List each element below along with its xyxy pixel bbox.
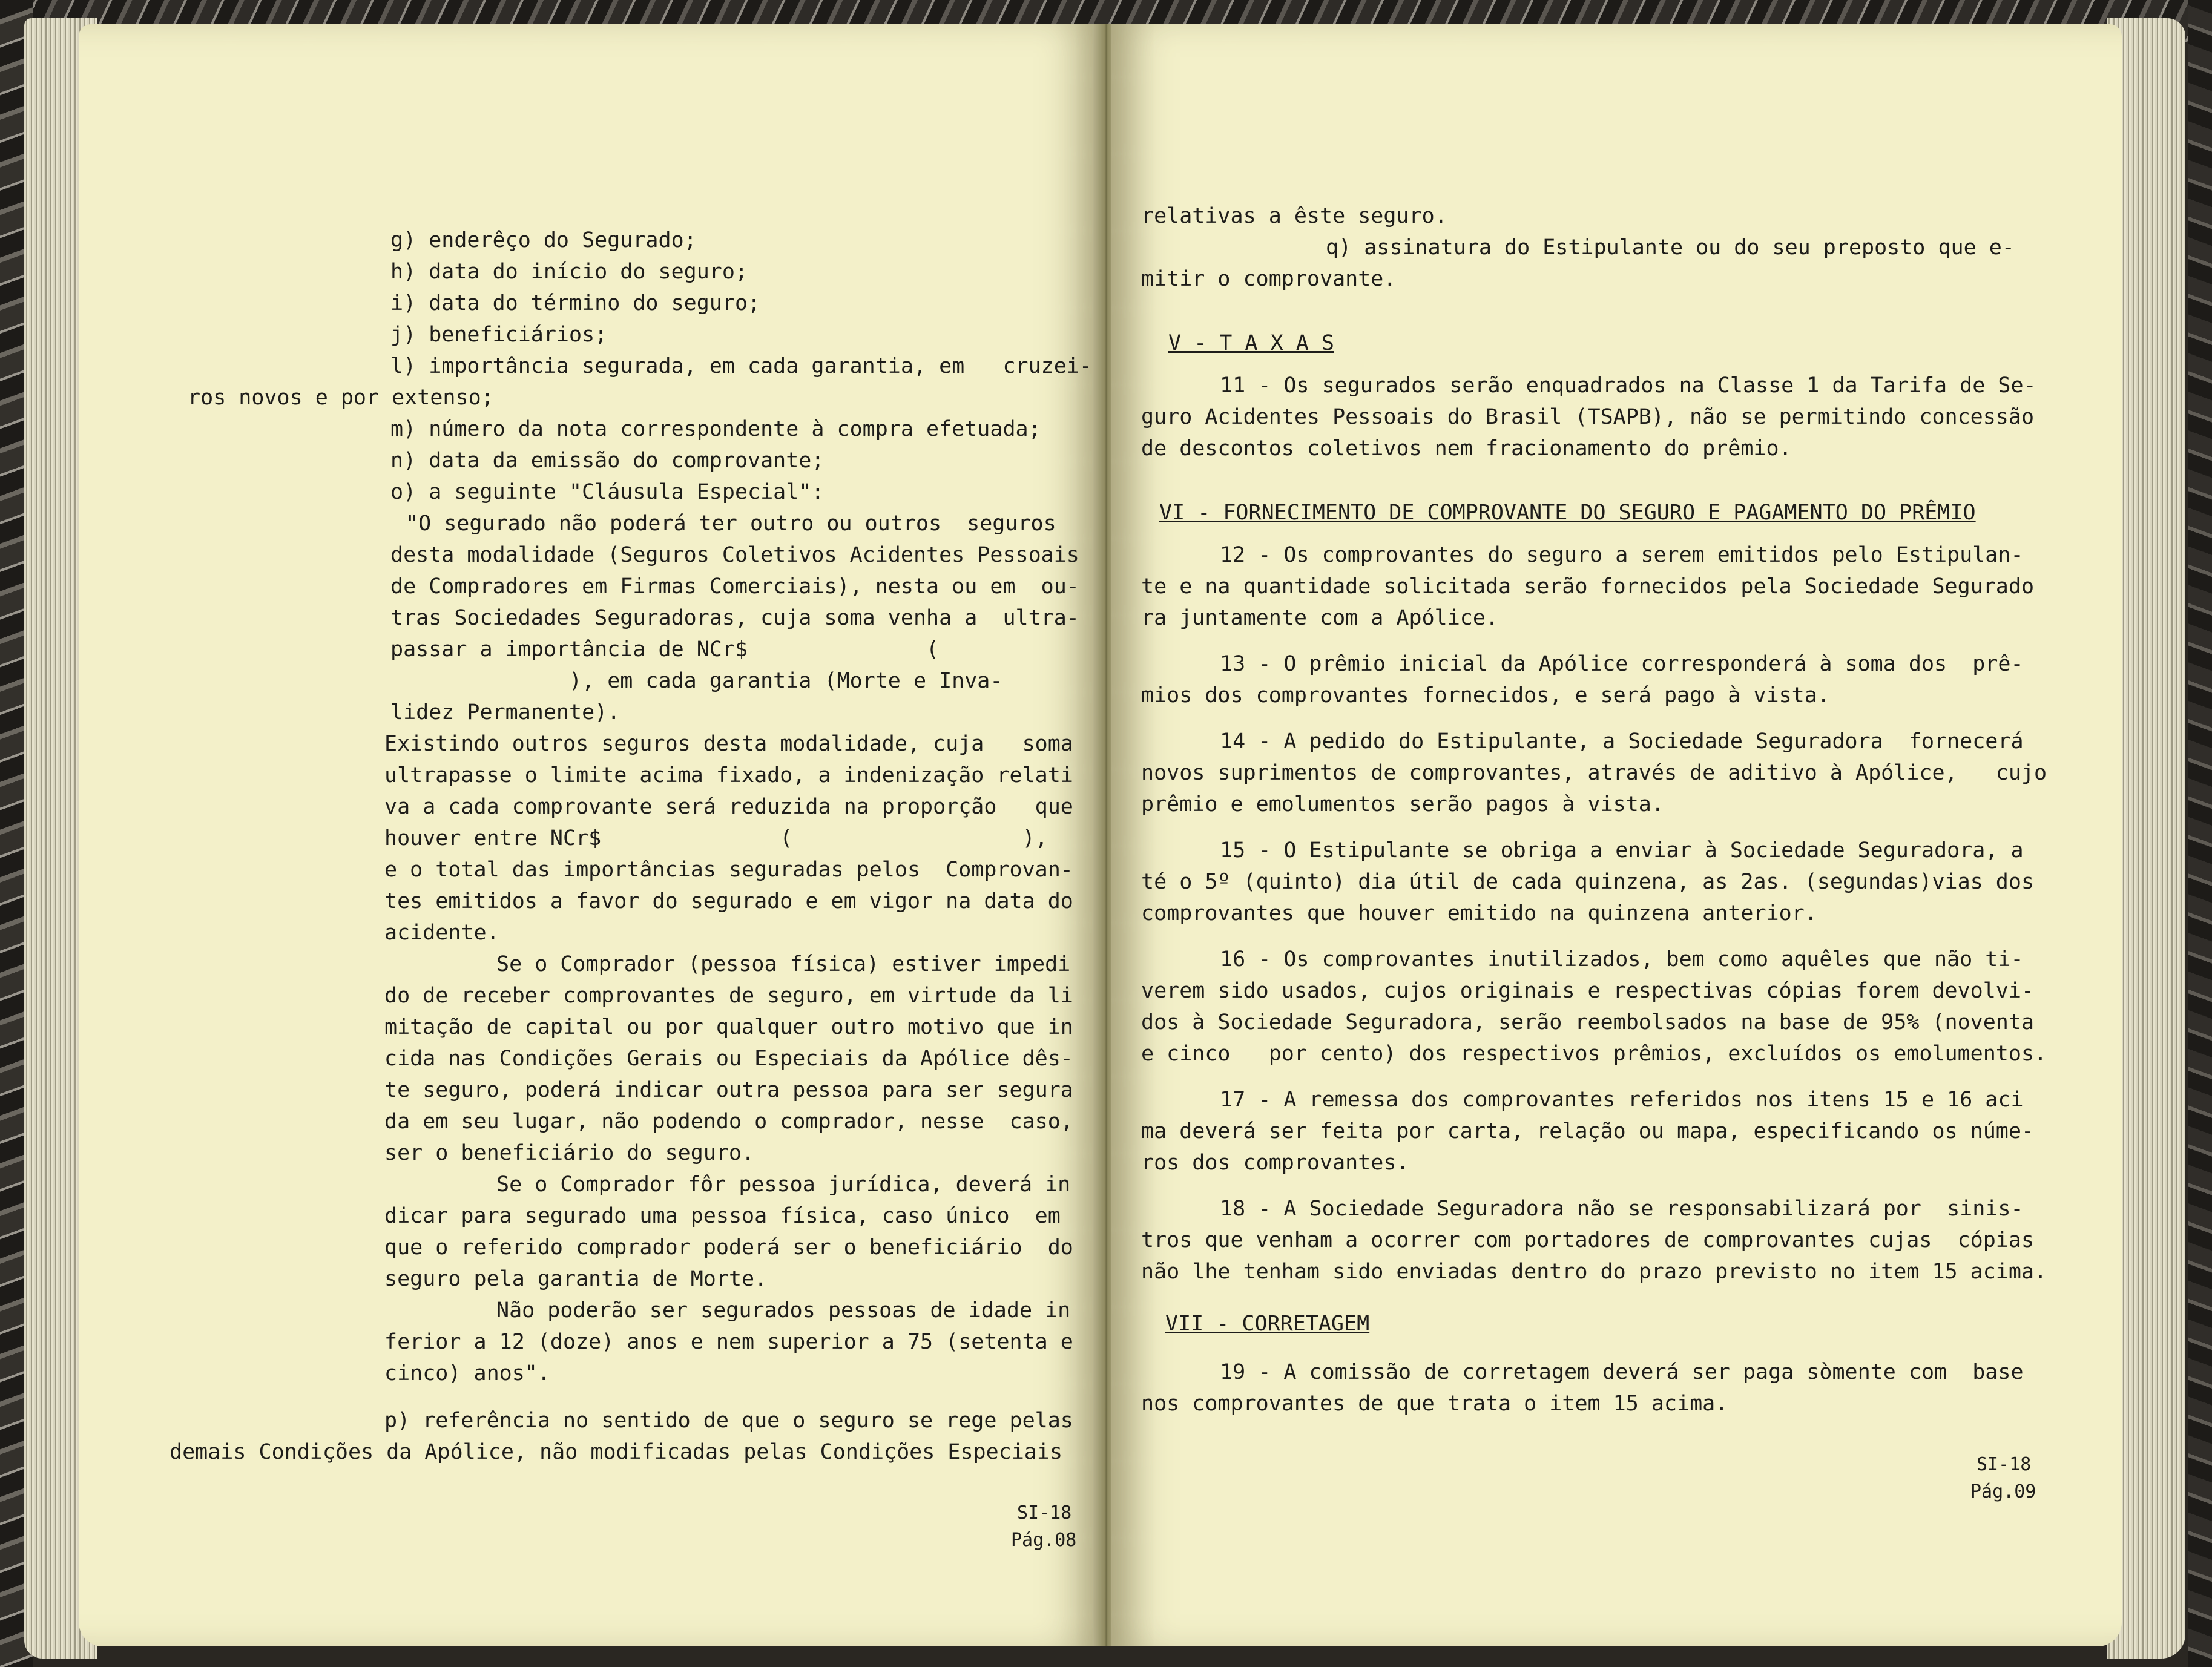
text-line: ros dos comprovantes. <box>1141 1151 1409 1175</box>
text-line: desta modalidade (Seguros Coletivos Acidentes Pessoais <box>390 543 1079 567</box>
text-line: te seguro, poderá indicar outra pessoa para ser segura <box>384 1078 1073 1102</box>
text-line: 12 - Os comprovantes do seguro a serem emitidos pelo Estipulan- <box>1220 543 2024 567</box>
text-line: va a cada comprovante será reduzida na proporção que <box>384 795 1073 819</box>
text-line: 17 - A remessa dos comprovantes referidos nos itens 15 e 16 aci <box>1220 1088 2024 1112</box>
text-line: h) data do início do seguro; <box>390 260 748 284</box>
text-line: cinco) anos". <box>384 1361 550 1386</box>
right-page <box>1111 24 2122 1646</box>
text-line: prêmio e emolumentos serão pagos à vista. <box>1141 792 1664 817</box>
text-line: té o 5º (quinto) dia útil de cada quinzena, as 2as. (segundas)vias dos <box>1141 870 2035 894</box>
text-line: mitir o comprovante. <box>1141 267 1397 291</box>
text-line: Existindo outros seguros desta modalidade, cuja soma <box>384 732 1073 756</box>
text-line: i) data do término do seguro; <box>390 291 761 315</box>
text-line: não lhe tenham sido enviadas dentro do prazo previsto no item 15 acima. <box>1141 1260 2047 1284</box>
text-line: 11 - Os segurados serão enquadrados na Classe 1 da Tarifa de Se- <box>1220 373 2036 398</box>
section-heading: V - T A X A S <box>1168 331 1334 355</box>
text-line: comprovantes que houver emitido na quinzena anterior. <box>1141 901 1817 926</box>
text-line: cida nas Condições Gerais ou Especiais da Apólice dês- <box>384 1047 1073 1071</box>
text-line: guro Acidentes Pessoais do Brasil (TSAPB), não se permitindo concessão <box>1141 405 2035 429</box>
text-line: m) número da nota correspondente à compra efetuada; <box>390 417 1041 441</box>
page-code: SI-18 <box>1977 1454 2032 1475</box>
text-line: seguro pela garantia de Morte. <box>384 1267 768 1291</box>
text-line: ra juntamente com a Apólice. <box>1141 606 1499 630</box>
text-line: 19 - A comissão de corretagem deverá ser paga sòmente com base <box>1220 1360 2024 1384</box>
text-line: p) referência no sentido de que o seguro se rege pelas <box>384 1409 1073 1433</box>
text-line: verem sido usados, cujos originais e respectivas cópias forem devolvi- <box>1141 979 2035 1003</box>
text-line: de descontos coletivos nem fracionamento do prêmio. <box>1141 436 1792 461</box>
text-line: ferior a 12 (doze) anos e nem superior a 75 (setenta e <box>384 1330 1073 1354</box>
left-page <box>79 24 1102 1646</box>
text-line: 15 - O Estipulante se obriga a enviar à Sociedade Seguradora, a <box>1220 838 2024 863</box>
text-line: g) enderêço do Segurado; <box>390 228 697 252</box>
text-line: ultrapasse o limite acima fixado, a indenização relati <box>384 763 1073 787</box>
text-line: "O segurado não poderá ter outro ou outros seguros <box>406 511 1056 536</box>
text-line: tes emitidos a favor do segurado e em vigor na data do <box>384 889 1073 913</box>
text-line: o) a seguinte "Cláusula Especial": <box>390 480 825 504</box>
background-marble-right <box>2188 0 2212 1667</box>
text-line: passar a importância de NCr$ ( <box>390 637 940 662</box>
section-heading: VII - CORRETAGEM <box>1165 1312 1370 1336</box>
text-line: e cinco por cento) dos respectivos prêmios, excluídos os emolumentos. <box>1141 1042 2047 1066</box>
text-line: de Compradores em Firmas Comerciais), nesta ou em ou- <box>390 574 1079 599</box>
text-line: Se o Comprador fôr pessoa jurídica, deverá in <box>496 1172 1071 1197</box>
text-line: houver entre NCr$ ( ), <box>384 826 1048 850</box>
text-line: te e na quantidade solicitada serão fornecidos pela Sociedade Segurado <box>1141 574 2035 599</box>
text-line: dos à Sociedade Seguradora, serão reembolsados na base de 95% (noventa <box>1141 1010 2035 1034</box>
text-line: n) data da emissão do comprovante; <box>390 449 825 473</box>
text-line: ser o beneficiário do seguro. <box>384 1141 755 1165</box>
text-line: 14 - A pedido do Estipulante, a Sociedade Seguradora fornecerá <box>1220 729 2024 754</box>
text-line: 16 - Os comprovantes inutilizados, bem como aquêles que não ti- <box>1220 947 2024 972</box>
text-line: lidez Permanente). <box>390 700 620 725</box>
text-line: da em seu lugar, não podendo o comprador, nesse caso, <box>384 1110 1073 1134</box>
text-line: que o referido comprador poderá ser o beneficiário do <box>384 1235 1073 1260</box>
text-line: nos comprovantes de que trata o item 15 acima. <box>1141 1392 1728 1416</box>
text-line: relativas a êste seguro. <box>1141 204 1447 228</box>
page-code: SI-18 <box>1017 1502 1072 1524</box>
text-line: e o total das importâncias seguradas pelos Comprovan- <box>384 858 1073 882</box>
page-number: Pág.08 <box>1011 1530 1077 1551</box>
text-line: acidente. <box>384 921 499 945</box>
text-line: q) assinatura do Estipulante ou do seu preposto que e- <box>1326 235 2015 260</box>
text-line: dicar para segurado uma pessoa física, caso único em <box>384 1204 1061 1228</box>
text-line: ros novos e por extenso; <box>188 386 494 410</box>
text-line: 13 - O prêmio inicial da Apólice corresponderá à soma dos prê- <box>1220 652 2024 676</box>
text-line: l) importância segurada, em cada garantia, em cruzei- <box>390 354 1092 378</box>
text-line: demais Condições da Apólice, não modificadas pelas Condições Especiais <box>170 1440 1063 1464</box>
page-number: Pág.09 <box>1970 1481 2036 1502</box>
text-line: mitação de capital ou por qualquer outro motivo que in <box>384 1015 1073 1039</box>
text-line: Se o Comprador (pessoa física) estiver impedi <box>496 952 1071 976</box>
text-line: ma deverá ser feita por carta, relação ou mapa, especificando os núme- <box>1141 1119 2035 1143</box>
text-line: tras Sociedades Seguradoras, cuja soma venha a ultra- <box>390 606 1079 630</box>
text-line: j) beneficiários; <box>390 323 608 347</box>
section-heading: VI - FORNECIMENTO DE COMPROVANTE DO SEGURO E PAGAMENTO DO PRÊMIO <box>1159 501 1976 525</box>
text-line: ), em cada garantia (Morte e Inva- <box>390 669 1003 693</box>
text-line: 18 - A Sociedade Seguradora não se responsabilizará por sinis- <box>1220 1197 2024 1221</box>
text-line: Não poderão ser segurados pessoas de idade in <box>496 1298 1071 1323</box>
text-line: tros que venham a ocorrer com portadores de comprovantes cujas cópias <box>1141 1228 2035 1252</box>
text-line: do de receber comprovantes de seguro, em virtude da li <box>384 984 1073 1008</box>
text-line: mios dos comprovantes fornecidos, e será pago à vista. <box>1141 683 1830 708</box>
text-line: novos suprimentos de comprovantes, através de aditivo à Apólice, cujo <box>1141 761 2047 785</box>
